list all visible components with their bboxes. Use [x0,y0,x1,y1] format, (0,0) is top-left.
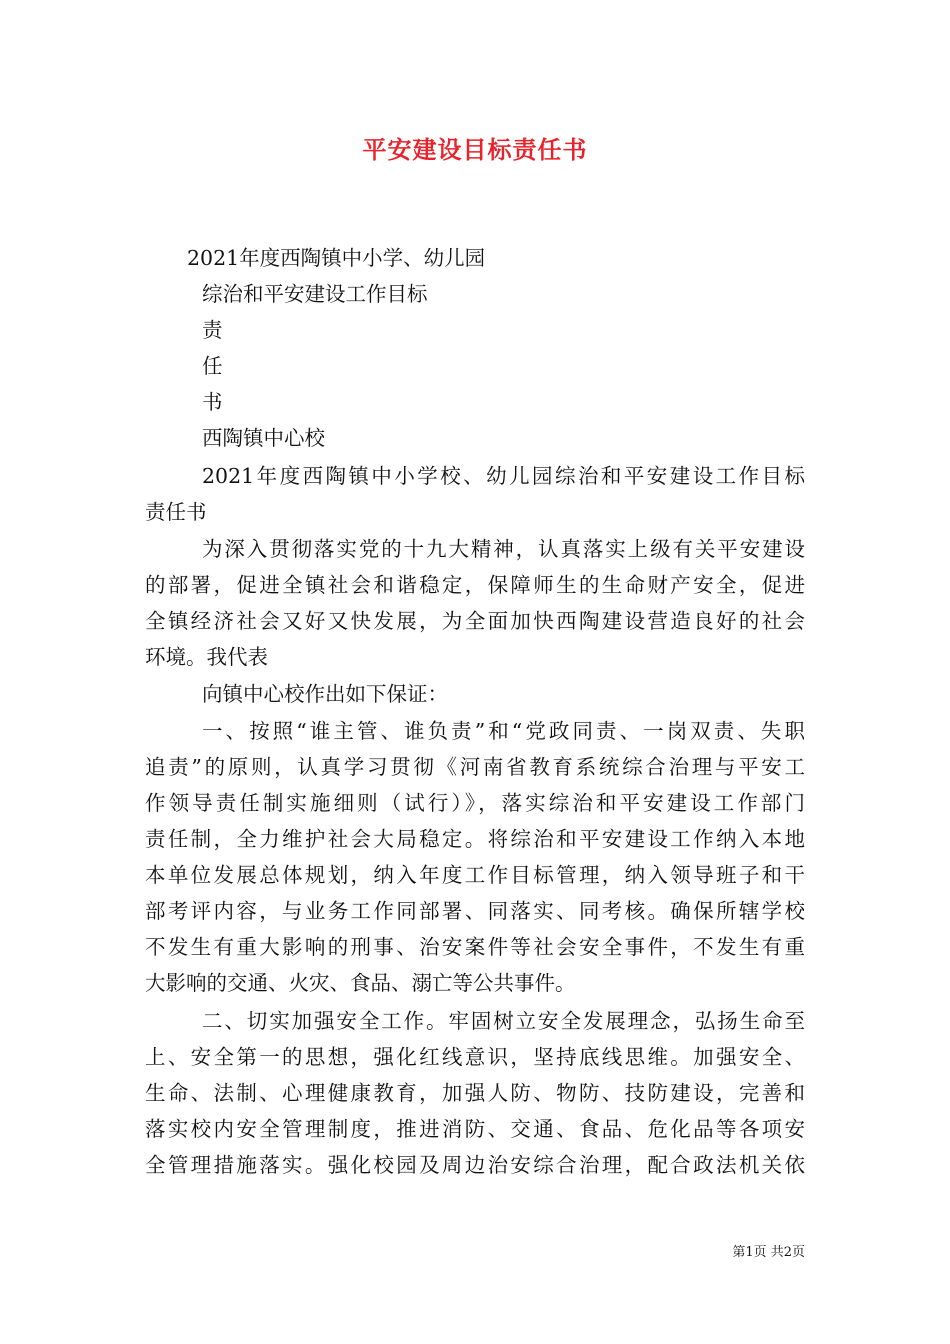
paragraph-line: 大影响的交通、火灾、食品、溺亡等公共事件。 [145,971,576,995]
paragraph-line: 环境。我代表 [145,645,268,669]
cover-line: 综治和平安建设工作目标 [202,282,428,306]
paragraph-line: 全管理措施落实。强化校园及周边治安综合治理，配合政法机关依 [145,1153,805,1177]
paragraph-line: 责任制，全力维护社会大局稳定。将综治和平安建设工作纳入本地 [145,827,805,851]
paragraph-line: 的部署，促进全镇社会和谐稳定，保障师生的生命财产安全，促进 [145,573,805,597]
paragraph-line: 全镇经济社会又好又快发展，为全面加快西陶建设营造良好的社会 [145,609,805,633]
paragraph-line: 本单位发展总体规划，纳入年度工作目标管理，纳入领导班子和干 [145,863,805,887]
paragraph-line: 一、按照“谁主管、谁负责”和“党政同责、一岗双责、失职 [202,719,805,743]
paragraph-line: 不发生有重大影响的刑事、治安案件等社会安全事件，不发生有重 [145,935,805,959]
paragraph-line: 追责”的原则，认真学习贯彻《河南省教育系统综合治理与平安工 [145,755,805,779]
paragraph-line: 作领导责任制实施细则（试行）》，落实综治和平安建设工作部门 [145,791,805,815]
paragraph-line: 向镇中心校作出如下保证： [202,682,448,706]
cover-line: 责 [202,318,223,342]
paragraph-line: 为深入贯彻落实党的十九大精神，认真落实上级有关平安建设 [202,537,805,561]
cover-line: 书 [202,390,223,414]
paragraph-line: 二、切实加强安全工作。牢固树立安全发展理念，弘扬生命至 [202,1009,805,1033]
heading-line: 2021年度西陶镇中小学校、幼儿园综治和平安建设工作目标 [202,464,805,488]
paragraph-line: 落实校内安全管理制度，推进消防、交通、食品、危化品等各项安 [145,1117,805,1141]
cover-line: 西陶镇中心校 [202,426,325,450]
document-title: 平安建设目标责任书 [362,135,588,164]
heading-line: 责任书 [145,500,207,524]
paragraph-line: 生命、法制、心理健康教育，加强人防、物防、技防建设，完善和 [145,1081,805,1105]
cover-line: 任 [202,354,223,378]
cover-line: 2021年度西陶镇中小学、幼儿园 [187,246,486,270]
paragraph-line: 上、安全第一的思想，强化红线意识，坚持底线思维。加强安全、 [145,1045,805,1069]
page-footer: 第1页 共2页 [732,1245,805,1260]
paragraph-line: 部考评内容，与业务工作同部署、同落实、同考核。确保所辖学校 [145,899,805,923]
